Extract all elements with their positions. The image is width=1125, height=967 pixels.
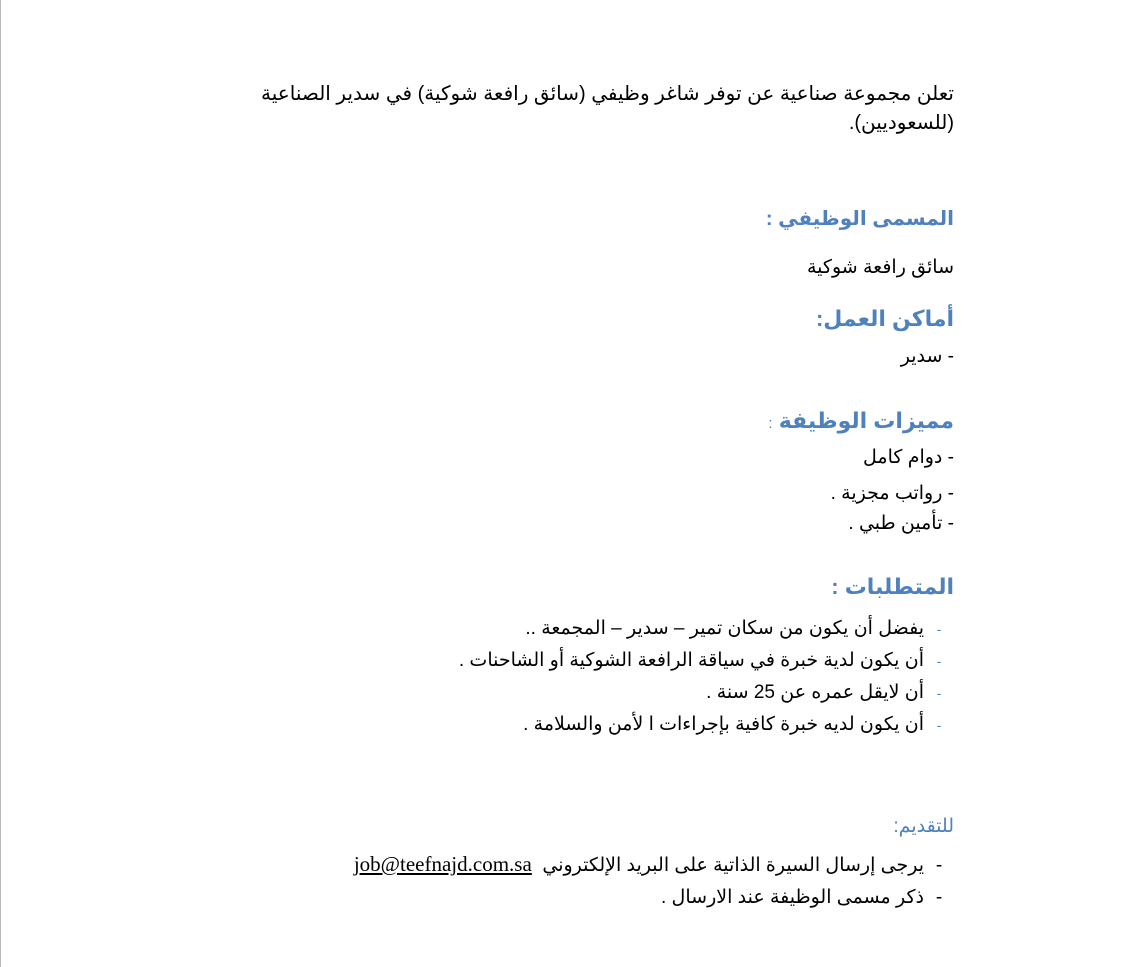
benefits-heading <box>768 408 954 434</box>
apply-item-text: يرجى إرسال السيرة الذاتية على البريد الإلكتروني <box>542 855 924 876</box>
requirement-text: أن يكون لدية خبرة في سياقة الرافعة الشوكية أو الشاحنات . <box>458 650 924 671</box>
requirement-item <box>706 681 954 704</box>
job-title-heading: المسمى الوظيفي : <box>765 208 954 230</box>
apply-item-text: ذكر مسمى الوظيفة عند الارسال . <box>661 887 924 908</box>
apply-heading: للتقديم: <box>893 816 954 837</box>
bullet-dash: - <box>936 653 942 669</box>
requirement-item <box>523 713 954 736</box>
apply-item-email <box>354 852 954 877</box>
bullet-dash: - <box>936 717 942 733</box>
bullet-dash: - <box>936 621 942 637</box>
bullet-dash: - <box>936 685 942 701</box>
requirements-heading: المتطلبات : <box>831 574 954 599</box>
locations-heading: أماكن العمل: <box>815 306 954 331</box>
benefit-item: - تأمين طبي . <box>848 513 954 534</box>
benefit-item: - رواتب مجزية . <box>830 483 954 504</box>
apply-dash: - <box>935 855 943 876</box>
requirement-text: أن لايقل عمره عن 25 سنة . <box>706 682 924 703</box>
benefits-heading-colon: : <box>768 415 773 432</box>
requirement-text: يفضل أن يكون من سكان تمير – سدير – المجمعة .. <box>525 618 924 639</box>
email-link[interactable]: job@teefnajd.com.sa <box>353 852 532 876</box>
requirement-text: أن يكون لديه خبرة كافية بإجراءات ا لأمن والسلامة . <box>523 714 924 735</box>
location-item: - سدير <box>900 346 954 367</box>
apply-item-title <box>661 886 954 909</box>
intro-paragraph: تعلن مجموعة صناعية عن توفر شاغر وظيفي (سائق رافعة شوكية) في سدير الصناعية (للسعوديين). <box>261 83 954 134</box>
requirement-item <box>525 617 954 640</box>
apply-dash: - <box>935 887 943 908</box>
benefits-heading-text: مميزات الوظيفة <box>778 408 954 433</box>
job-title-value: سائق رافعة شوكية <box>807 257 954 278</box>
requirement-item <box>459 649 954 672</box>
benefit-item: - دوام كامل <box>863 447 954 468</box>
